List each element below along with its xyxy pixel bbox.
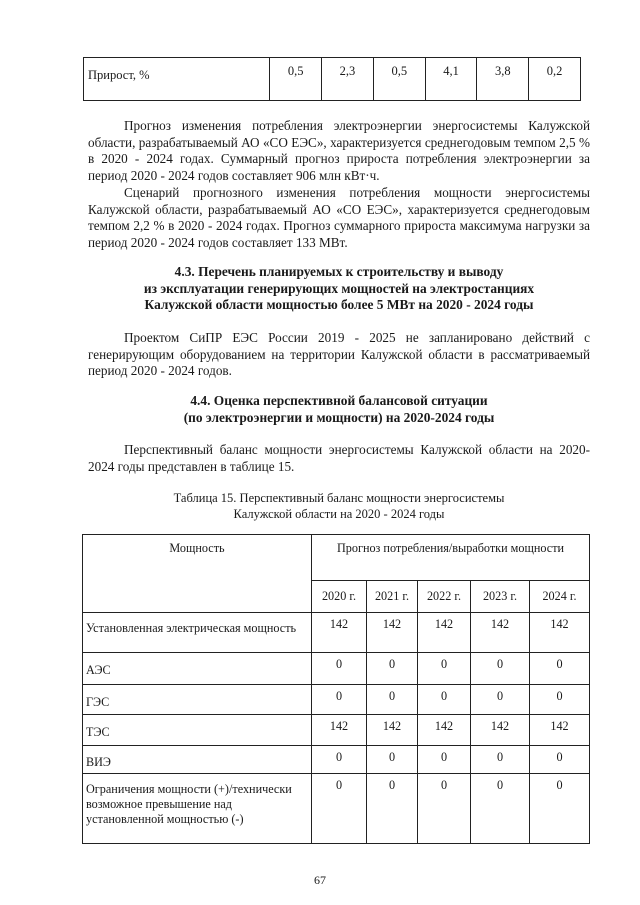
table-row [83, 715, 590, 746]
growth-table [83, 57, 581, 101]
table-row [83, 746, 590, 774]
caption-line: Калужской области на 2020 - 2024 годы [233, 507, 445, 521]
growth-value: 0,5 [270, 58, 322, 101]
table-row [83, 774, 590, 844]
paragraph-no-actions: Проектом СиПР ЕЭС России 2019 - 2025 не запланировано действий с генерирующим оборудованием на территории Калужской области в рассматриваемый период 2020 - 2024 годов. [88, 330, 590, 379]
table-cell: 0 [418, 653, 471, 685]
column-header-power: Мощность [83, 535, 312, 613]
paragraph-balance-intro: Перспективный баланс мощности энергосистемы Калужской области на 2020-2024 годы представлен в таблице 15. [88, 442, 590, 474]
growth-value: 0,2 [529, 58, 581, 101]
table-cell: 142 [367, 613, 418, 653]
table-row [83, 613, 590, 653]
section-heading-4-3 [88, 264, 590, 314]
table-cell: 0 [530, 746, 590, 774]
table-cell: 0 [312, 746, 367, 774]
growth-value: 0,5 [373, 58, 425, 101]
heading-line: (по электроэнергии и мощности) на 2020-2024 годы [183, 409, 495, 425]
table-cell: 142 [312, 715, 367, 746]
row-label: Установленная электрическая мощность [83, 613, 312, 653]
table-row [84, 58, 581, 101]
growth-label: Прирост, % [84, 58, 270, 101]
row-label: ВИЭ [83, 746, 312, 774]
row-label: ГЭС [83, 685, 312, 715]
table-cell: 0 [418, 774, 471, 844]
section-heading-4-4 [88, 393, 590, 426]
table-cell: 142 [312, 613, 367, 653]
table-cell: 0 [312, 653, 367, 685]
growth-value: 4,1 [425, 58, 477, 101]
table-cell: 142 [418, 715, 471, 746]
paragraph-power-forecast: Сценарий прогнозного изменения потребления мощности энергосистемы Калужской области, разрабатываемый АО «СО ЕЭС», характеризуется среднегодовым темпом 2,2 % в 2020 - 2024 годах. Прогноз суммарного прироста максимума нагрузки за период 2020 - 2024 годов составляет 133 МВт. [88, 185, 590, 250]
heading-line: 4.4. Оценка перспективной балансовой ситуации [190, 393, 488, 408]
row-label: ТЭС [83, 715, 312, 746]
caption-line: Таблица 15. Перспективный баланс мощности энергосистемы [173, 491, 505, 505]
heading-line: Калужской области мощностью более 5 МВт на 2020 - 2024 годы [144, 297, 534, 313]
table-cell: 0 [471, 746, 530, 774]
table-cell: 142 [471, 613, 530, 653]
table-cell: 142 [367, 715, 418, 746]
column-header-forecast: Прогноз потребления/выработки мощности [312, 535, 590, 581]
page-number: 67 [314, 873, 326, 887]
heading-line: из эксплуатации генерирующих мощностей на электростанциях [143, 280, 535, 296]
table-cell: 142 [471, 715, 530, 746]
table-cell: 0 [312, 774, 367, 844]
row-label: Ограничения мощности (+)/технически возможное превышение над установленной мощностью (-) [83, 774, 312, 844]
table-cell: 142 [530, 715, 590, 746]
table-cell: 0 [418, 746, 471, 774]
heading-line: 4.3. Перечень планируемых к строительству и выводу [174, 264, 504, 279]
paragraph-consumption-forecast: Прогноз изменения потребления электроэнергии энергосистемы Калужской области, разрабатываемый АО «СО ЕЭС», характеризуется среднегодовым темпом 2,5 % в 2020 - 2024 годах. Суммарный прогноз прироста потребления электроэнергии за период 2020 - 2024 годов составляет 906 млн кВт·ч. [88, 118, 590, 183]
year-header: 2023 г. [471, 581, 530, 613]
table-cell: 0 [367, 685, 418, 715]
table-cell: 0 [471, 685, 530, 715]
table-cell: 0 [471, 653, 530, 685]
power-balance-table [82, 534, 590, 844]
table-cell: 0 [312, 685, 367, 715]
year-header: 2021 г. [367, 581, 418, 613]
year-header: 2020 г. [312, 581, 367, 613]
table-cell: 0 [530, 685, 590, 715]
table-cell: 0 [367, 653, 418, 685]
growth-value: 3,8 [477, 58, 529, 101]
table-cell: 142 [530, 613, 590, 653]
table-header-row [83, 535, 590, 581]
table-cell: 0 [418, 685, 471, 715]
table-row [83, 685, 590, 715]
growth-value: 2,3 [322, 58, 374, 101]
table-cell: 0 [471, 774, 530, 844]
table-cell: 0 [367, 746, 418, 774]
table-row [83, 653, 590, 685]
table-cell: 142 [418, 613, 471, 653]
table-cell: 0 [367, 774, 418, 844]
table-cell: 0 [530, 653, 590, 685]
row-label: АЭС [83, 653, 312, 685]
year-header: 2022 г. [418, 581, 471, 613]
table-caption [88, 490, 590, 522]
year-header: 2024 г. [530, 581, 590, 613]
table-cell: 0 [530, 774, 590, 844]
